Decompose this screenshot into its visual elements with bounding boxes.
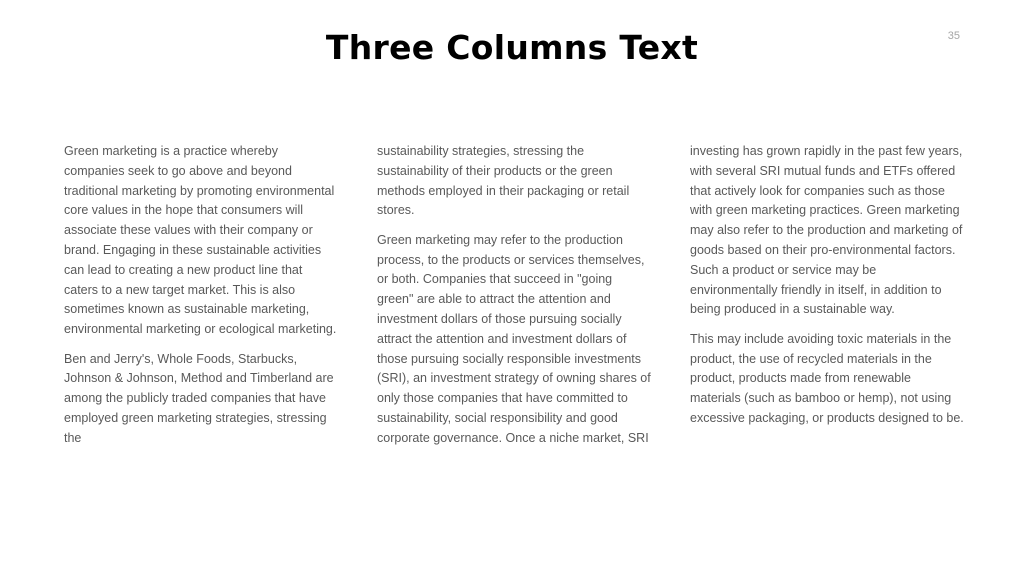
column-paragraph: Green marketing may refer to the production process, to the products or services themselves, or both. Companies that succeed in "going green" are able to attract the attention and investment dollars of those pursuing socially attract the attention and investment dollars of those pursuing socially responsible investments (SRI), an investment strategy of owning shares of only those companies that have committed to sustainability, social responsibility and good corporate governance. Once a niche market, SRI bbox=[377, 232, 651, 445]
slide-title: Three Columns Text bbox=[325, 28, 699, 67]
slide-number: 35 bbox=[947, 30, 960, 42]
column-paragraph: sustainability strategies, stressing the sustainability of their products or the green methods employed in their packaging or retail stores. bbox=[377, 144, 630, 218]
text-column-3 bbox=[690, 142, 964, 438]
text-column-1 bbox=[64, 142, 338, 458]
column-paragraph: This may include avoiding toxic materials in the product, the use of recycled materials in the product, products made from renewable materials (such as bamboo or hemp), not using excessive packaging, or products designed to be. bbox=[690, 331, 964, 425]
column-paragraph: Green marketing is a practice whereby companies seek to go above and beyond traditional marketing by promoting environmental core values in the hope that consumers will associate these values with their company or brand. Engaging in these sustainable activities can lead to creating a new product line that caters to a new target market. This is also sometimes known as sustainable marketing, environmental marketing or ecological marketing. bbox=[64, 144, 337, 337]
column-paragraph: Ben and Jerry's, Whole Foods, Starbucks, Johnson & Johnson, Method and Timberland are among the publicly traded companies that have employed green marketing strategies, stressing the bbox=[64, 351, 334, 445]
column-paragraph: investing has grown rapidly in the past few years, with several SRI mutual funds and ETFs offered that actively look for companies such as those with green marketing practices. Green marketing may also refer to the production and marketing of goods based on their pro-environmental factors. Such a product or service may be environmentally friendly in itself, in addition to being produced in a sustainable way. bbox=[690, 144, 963, 317]
text-column-2 bbox=[377, 142, 651, 458]
